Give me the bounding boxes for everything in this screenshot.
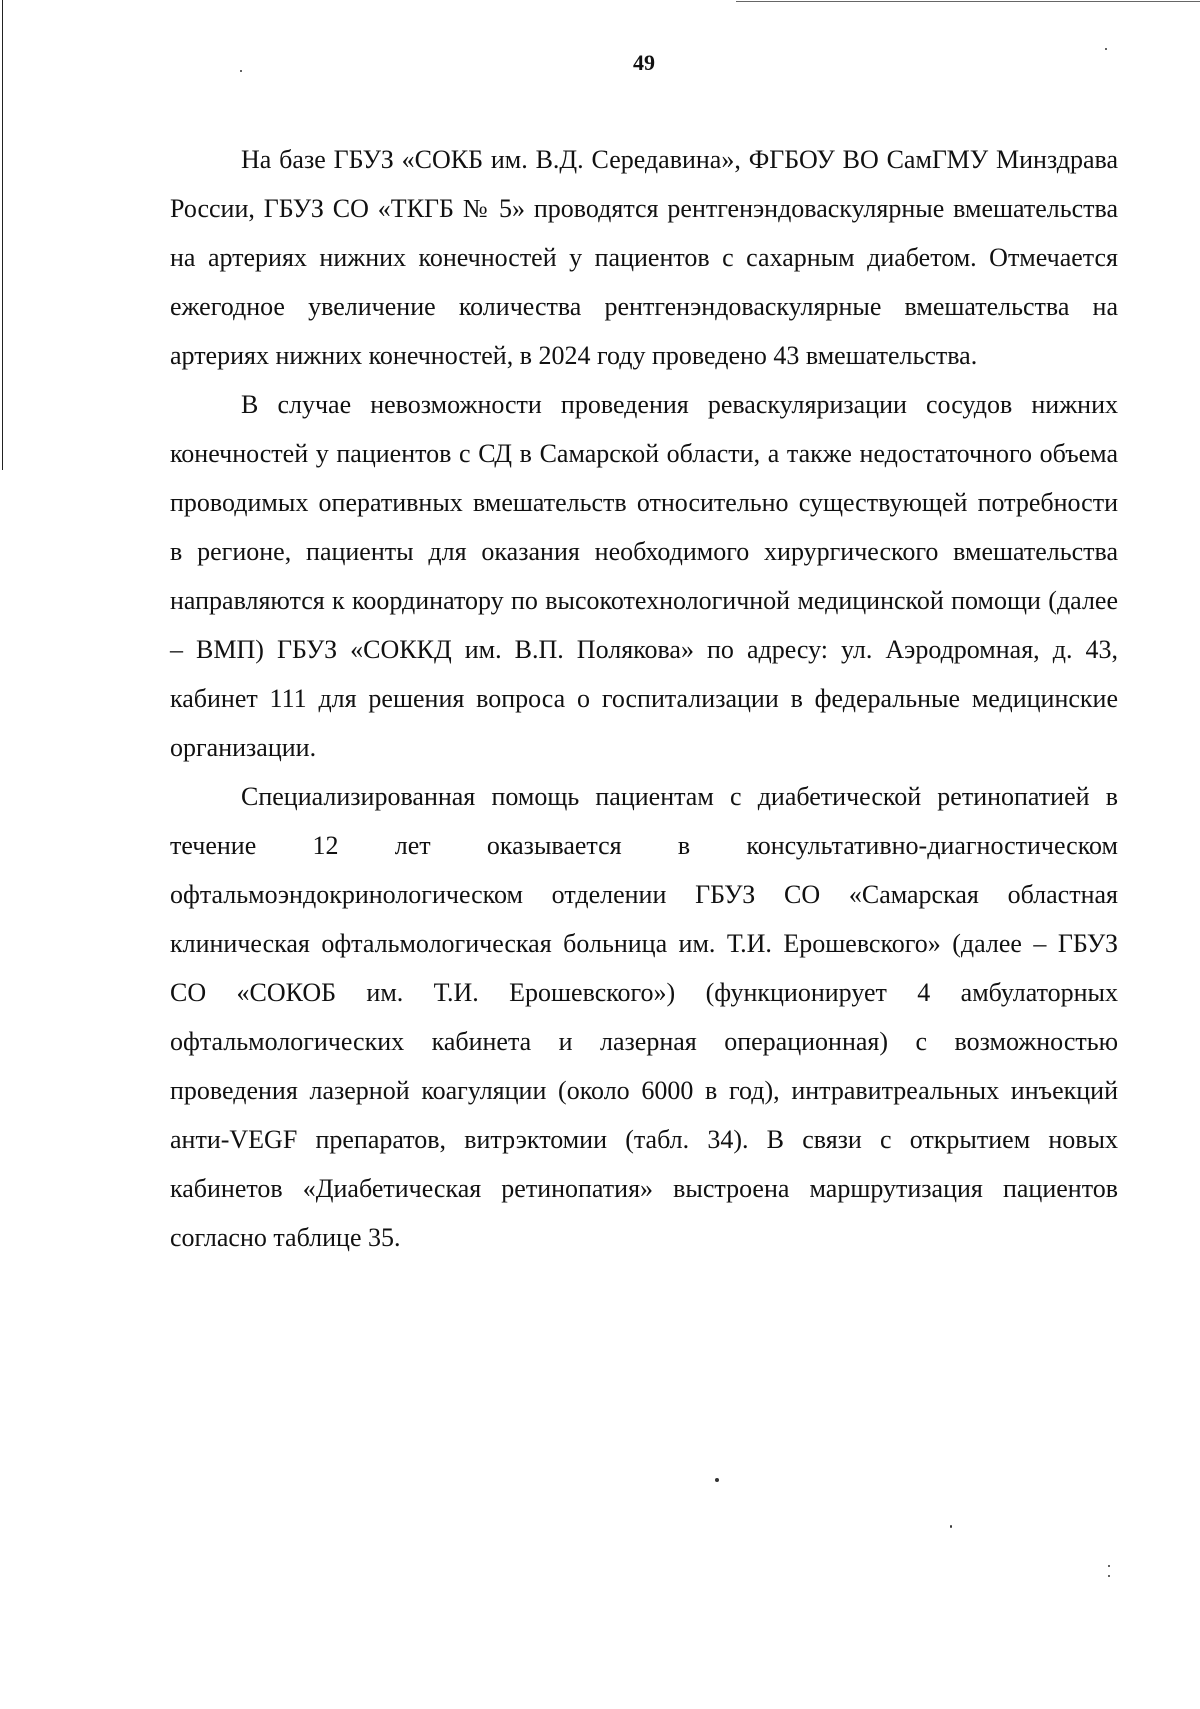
paragraph-vmp-routing: В случае невозможности проведения реваскуляризации сосудов нижних конечностей у пациентов с СД в Самарской области, а также недостаточного объема проводимых оперативных вмешательств относительно существующей потребности в регионе, пациенты для оказания необходимого хирургического вмешательства направляются к координатору по высокотехнологичной медицинской помощи (далее – ВМП) ГБУЗ «СОККД им. В.П. Полякова» по адресу: ул. Аэродромная, д. 43, кабинет 111 для решения вопроса о госпитализации в федеральные медицинские организации.	[170, 390, 1118, 762]
scan-speck	[715, 1478, 719, 1482]
scan-speck	[240, 70, 242, 72]
scan-speck	[1108, 1565, 1110, 1567]
scan-speck	[950, 1525, 952, 1528]
body-text	[170, 135, 1118, 1262]
paragraph-revascularization-centers: На базе ГБУЗ «СОКБ им. В.Д. Середавина», ФГБОУ ВО СамГМУ Минздрава России, ГБУЗ СО «ТКГБ № 5» проводятся рентгенэндоваскулярные вмешательства на артериях нижних конечностей у пациентов с сахарным диабетом. Отмечается ежегодное увеличение количества рентгенэндоваскулярные вмешательства на артериях нижних конечностей, в 2024 году проведено 43 вмешательства.	[170, 145, 1118, 370]
paragraph-retinopathy-care: Специализированная помощь пациентам с диабетической ретинопатией в течение 12 лет оказывается в консультативно-диагностическом офтальмоэндокринологическом отделении ГБУЗ СО «Самарская областная клиническая офтальмологическая больница им. Т.И. Ерошевского» (далее – ГБУЗ СО «СОКОБ им. Т.И. Ерошевского») (функционирует 4 амбулаторных офтальмологических кабинета и лазерная операционная) с возможностью проведения лазерной коагуляции (около 6000 в год), интравитреальных инъекций анти-VEGF препаратов, витрэктомии (табл. 34). В связи с открытием новых кабинетов «Диабетическая ретинопатия» выстроена маршрутизация пациентов согласно таблице 35.	[170, 782, 1118, 1252]
page-number: 49	[633, 50, 655, 75]
scan-speck	[1108, 1575, 1110, 1577]
scan-edge-top	[736, 1, 1200, 2]
scan-speck	[1105, 48, 1107, 50]
